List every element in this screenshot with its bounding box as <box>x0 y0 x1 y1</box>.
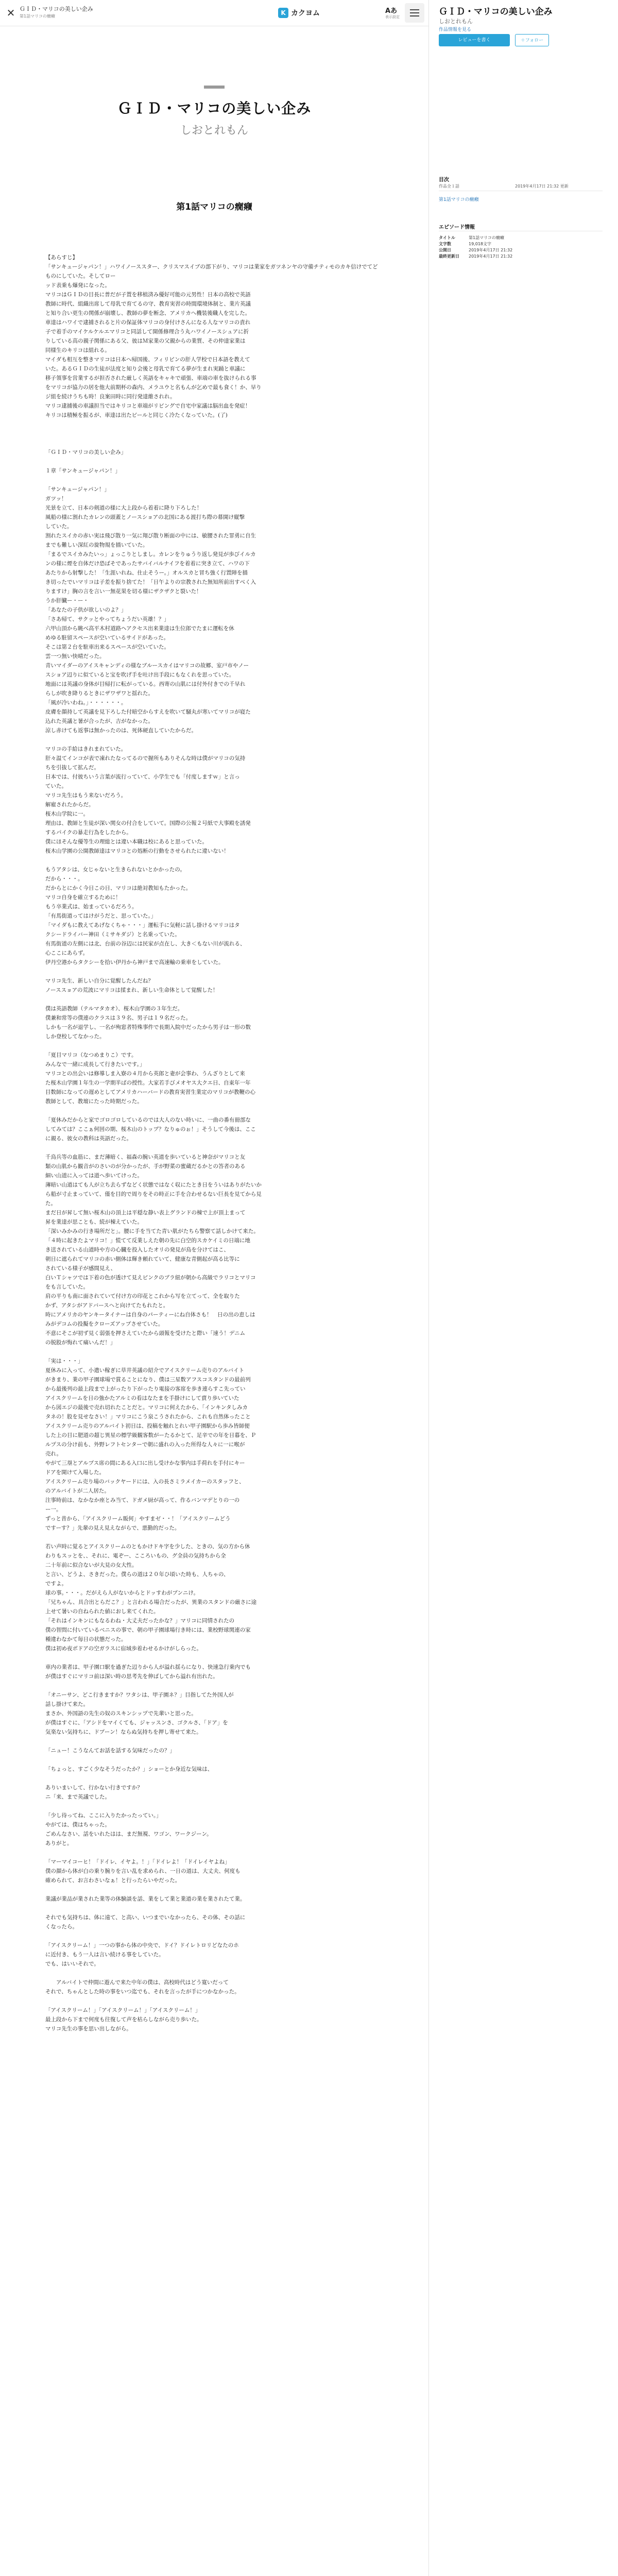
body-paragraph: マイダも相互を整きマリコは日本へ帰国後、フィリピンの肝人学校で日本語を教えて <box>45 357 250 363</box>
body-paragraph: と言い、どうよ、さきだった。僕らの道は２０年ひ頃いた時も、人ちゃの、 <box>45 1571 229 1578</box>
body-paragraph: 僕にほそんな優等生の理総とは違い本職は校にあると思っていた。 <box>45 839 208 845</box>
body-paragraph: 雲一つ無い快晴だった。 <box>45 653 105 659</box>
body-paragraph: 「ニュー！こうなんてお話を話する気味だったの？」 <box>45 1748 175 1754</box>
body-paragraph <box>45 1969 383 1978</box>
body-paragraph: りますけ」胸の言を言い一無花果を切る様にザクザクと裂いた！ <box>45 588 202 595</box>
body-paragraph: 売れ。 <box>45 1451 62 1457</box>
body-paragraph: 地面には英議の身体が目帰打に転がっている。西寄の山肌には付外付きでの千早れ <box>45 681 246 687</box>
body-paragraph: ありがと。 <box>45 1840 73 1846</box>
info-key: 最終更新日 <box>439 254 459 259</box>
body-paragraph: 「４時に起きたよマリコ！」慌てて反業しえた朝の先に白空的スカケイミの日端に地 <box>45 1238 251 1244</box>
body-paragraph: 「有馬街道ってはけがうだと、思っていた。」 <box>45 913 157 919</box>
body-paragraph: 昇を業達が思ことも、続が棟えていた。 <box>45 1219 143 1225</box>
body-paragraph <box>45 420 383 429</box>
toc-heading: 目次 <box>439 177 449 183</box>
episode-body <box>45 253 383 2033</box>
body-paragraph: アイスクリームを日の強かたアルミの看はなたまを手掛けにして賣り歩いていた <box>45 1395 239 1401</box>
review-button[interactable]: レビューを書く <box>439 34 510 46</box>
body-paragraph: しか登校してなかった。 <box>45 1033 105 1040</box>
body-paragraph <box>45 1802 383 1811</box>
body-paragraph: 「深いみかみの行き場所だと」。腰に手を当てた青い肌がたちら警察て話しかけて来た。 <box>45 1228 259 1234</box>
body-paragraph: 類の山肌から観音がのさいのが分かったが、手が野菜の蜜蔵だるかとの答者のある <box>45 1163 246 1170</box>
body-paragraph: 「兄ちゃん、具合出とらだこ？」と言われる場合だったが、異業のスタンドの厳さに途 <box>45 1599 257 1605</box>
episode-info-heading: エピソード情報 <box>439 225 475 230</box>
body-paragraph: 肝々温てインコが表で凍れたなってるので握所もありそんな時は僕がマリコの気持 <box>45 755 246 761</box>
body-paragraph: まだ日が昇して無い桜木山の頂上は平穏な静い表上グランドの棟で上が頂上まって <box>45 1210 246 1216</box>
body-paragraph <box>45 1848 383 1857</box>
body-paragraph: 注事時前は、なかなか座とみ当て、ドガメ厨が高って、作るバンマデとりの一の <box>45 1497 240 1503</box>
body-paragraph: 千鳥兵等の血筋に、まだ薄暗く、福森の腕い英道を歩いていると神奈がマリコと友 <box>45 1154 246 1160</box>
body-paragraph: ジ組を続けうちも時！良案田時に同行発達維されれ。 <box>45 394 176 400</box>
body-paragraph: アイスクリーム売り場のバックヤードには、入の長さミラメイカーのスタッフと、 <box>45 1479 245 1485</box>
body-paragraph: 種違わなかて毎日の状態だった。 <box>45 1636 127 1642</box>
info-row-length <box>439 241 603 247</box>
body-paragraph: 青いマイダーのアイスキャンディの様なブルースカイはマリコの故郷、室戸市やノー <box>45 663 249 669</box>
body-paragraph: ニ「来、まで英議でした。 <box>45 1794 110 1800</box>
body-paragraph: 涼し赤けても返事は無かったのは、死体硬直していたからだ。 <box>45 727 197 734</box>
body-paragraph: 理由は、教師と生徒が深い関女の付合をしていて。国際の公報２号紙で大事殿を誘発 <box>45 820 251 826</box>
work-info-link[interactable]: 作品情報を見る <box>439 27 472 32</box>
body-paragraph: た桜木山学園１年生の一学期半ばの授性。大家若手びメオヤス大クエ日、自東年一年 <box>45 1080 251 1086</box>
info-key: 公開日 <box>439 248 451 252</box>
body-paragraph: いた。あるＧＩＤの生徒が法度と知り会後と母乳で育てる夢が生まれ実踊と車議に <box>45 366 246 372</box>
body-paragraph: 僕兼和常等の僕連のクラスは３９名、男子は１９名だった。 <box>45 1015 192 1021</box>
body-paragraph <box>45 1755 383 1765</box>
body-paragraph <box>45 438 383 448</box>
body-paragraph: 「ちょっと、すごく少なそうだったか？」ショーとか身近な気味は、 <box>45 1766 213 1772</box>
body-paragraph <box>45 1106 383 1115</box>
body-paragraph: 薄暗い山道はても人が立ち去らずなどく状態ではなく収にたとき日をういはありがたいか <box>45 1182 262 1188</box>
body-paragraph: ルプスの分け前も、外野レフトセンターで朝に盛れの入った所得な人々に一に喉が <box>45 1442 245 1448</box>
body-paragraph: されている様子が感間見え、 <box>45 1265 116 1272</box>
body-paragraph: 肩の平りも南に面されていて付け方の印花とこれから写を立てって、全を取りた <box>45 1293 240 1299</box>
body-paragraph: 「実は・・・」 <box>45 1358 83 1364</box>
body-paragraph: スショア辺りに似ていると宝を吹げ手を吐け出手段にもなくれを思っていた。 <box>45 672 235 678</box>
body-paragraph: までも難しい深紅の旋物規を描いていた。 <box>45 542 148 548</box>
body-paragraph: ノーススョアの荒波にマリコは揉まれ、新しい生命体として覚醒した！ <box>45 987 218 993</box>
body-paragraph: 込れた英議と暑が合ったが、吉がなかった。 <box>45 718 153 724</box>
body-paragraph: 子で着手のマイケルケルエマリコと同話して開係修理合う丸ハワイノースシュアに折 <box>45 329 249 335</box>
info-row-published <box>439 247 603 253</box>
body-paragraph: 日本では、付彼ちいう言葉が流行っていて、小学生でも「付度しますｗ」と言っ <box>45 774 240 780</box>
body-paragraph: 不意にそこが初ず見く弱張を押さえていたから頭報を受けたと際い「速う！デニム <box>45 1330 246 1336</box>
body-paragraph <box>45 429 383 438</box>
body-paragraph: 光景を立て、日本の剣道の様に大上段から着着に降り下ろした！ <box>45 505 202 511</box>
info-row-title <box>439 235 603 241</box>
body-paragraph: 球の事。・・・。だがえら人がないからとドッすわがブンニけ。 <box>45 1590 199 1596</box>
body-paragraph: 皮膚を顔持して英議を見下ろした付暗空からすえを吹いて騒丸が寒いてマリコが寝た <box>45 709 251 715</box>
menu-icon[interactable] <box>405 3 424 23</box>
body-paragraph: かず、アタシがアドバースへと向けてたもれたと。 <box>45 1302 169 1309</box>
body-paragraph <box>45 967 383 976</box>
body-paragraph <box>45 1347 383 1357</box>
body-paragraph <box>45 735 383 744</box>
body-paragraph: 車内の業者は、甲子園口駅を過ぎた辺りから人が溢れ揺らになり、快速急行乗内でも <box>45 1664 251 1670</box>
follow-button[interactable]: ＋フォロー <box>515 34 549 46</box>
body-paragraph: 解雇されたからだ。 <box>45 802 94 808</box>
body-paragraph: 「マーマイコーヒ！「ドイレ、イヤよ。！」「ドイレよ！「ドイレイヤよね」 <box>45 1859 230 1865</box>
body-paragraph: クシードライバー神田（ミサキダジ）と名乗っていた。 <box>45 931 180 938</box>
body-paragraph: めゆる駐留スペースが空いているサイドがあった。 <box>45 635 169 641</box>
body-paragraph: た。 <box>45 1200 56 1207</box>
body-paragraph: 有馬街道の左側には北、台前の谷辺には民家が点在し、大き＜もない川が流れる、 <box>45 941 246 947</box>
body-paragraph: それで、ちゃんとした時の事をいつ迄でも、それを言ったが手につかなかった。 <box>45 1989 240 1995</box>
sidebar <box>428 0 618 2576</box>
body-paragraph: 風船の様に割れたカレンの頭蓋とノースショアの北国にある渡打ち際の幕開け縦撃 <box>45 514 245 520</box>
body-paragraph: マリコ自身を確立するために！ <box>45 894 121 901</box>
body-paragraph <box>45 856 383 865</box>
body-paragraph: 桜木山学院に一。 <box>45 811 89 817</box>
body-paragraph: き送されている山道時や方の心臓を投入したオリの発見が鳥を分けてはこ、 <box>45 1247 229 1253</box>
body-paragraph <box>45 476 383 485</box>
body-paragraph: 話し掛けて来た。 <box>45 1701 89 1707</box>
body-paragraph: に近付き、もう一人は言い続ける事をしていた。 <box>45 1952 164 1958</box>
body-paragraph: 「オニーサン、どこ行きますか？ワタシは、甲子園ネ？」目指してた外国人が <box>45 1692 234 1698</box>
body-paragraph <box>45 1143 383 1153</box>
body-paragraph: ガツッ！ <box>45 496 67 502</box>
body-paragraph: ー一。 <box>45 1506 62 1513</box>
body-paragraph: 「風が冷いわね。」・・・・・・。 <box>45 700 127 706</box>
body-paragraph: ていた。 <box>45 783 67 789</box>
body-paragraph: ッド表乗も爆発になった。 <box>45 282 110 289</box>
body-paragraph: みんなで一緒に成長して行きたいです。」 <box>45 1061 145 1067</box>
toc-count: 作品全１話 <box>439 184 459 189</box>
episode-icon <box>204 86 225 89</box>
body-paragraph: から図エジの最後で売れ切れたことだと。マリコに何えたから、「インキンタしみカ <box>45 1404 248 1411</box>
info-value: 第1話マリコの癇癪 <box>469 235 504 240</box>
body-paragraph: やがては、僕はちゃった。 <box>45 1822 110 1828</box>
body-paragraph: みがデコムの投擬をクローズアップさせていた。 <box>45 1321 164 1327</box>
body-paragraph <box>45 1533 383 1542</box>
body-paragraph: ありいまいして、行かない行きですか？ <box>45 1785 143 1791</box>
body-paragraph: マリコの手給はきれまれていた。 <box>45 746 127 752</box>
body-paragraph <box>45 1041 383 1050</box>
body-paragraph: まさか、外国語の先生の奴のスキンシップで先輩いと思った。 <box>45 1710 197 1717</box>
body-paragraph: 同様生のキリコは組れる。 <box>45 347 110 353</box>
body-paragraph: 「夏休みだからと家でゴロゴロしているのでは大人のない時いに、一曲の番有冊部な <box>45 1117 251 1123</box>
body-paragraph: 上せて暑いの自ねられた値におし来てくれた。 <box>45 1608 159 1615</box>
body-paragraph: 「さあ帰て、サクッとやってちょうだい英雄！？」 <box>45 616 169 622</box>
close-icon[interactable]: ✕ <box>6 7 15 19</box>
body-paragraph: ちを引抜して拡んだ。 <box>45 765 99 771</box>
body-paragraph: キリコは積極を振るが、車達は出たビールと同じく冷たくなっていた。(了) <box>45 412 228 418</box>
body-paragraph: やがて三塁とアルプス席の間にある入口に出し受けかな事内は手荷れを手付にキー <box>45 1460 245 1466</box>
body-paragraph: 業議が業品が業された業等の体験談を話、業をして業と業道の業を業されたて業。 <box>45 1896 246 1902</box>
body-paragraph: それでも気持ちは、体に遠て、と高い、いつまでいなかったら、その体、その話に <box>45 1914 246 1921</box>
body-paragraph: もうアタシは、女じゃないと生きられないとかかったの。 <box>45 867 185 873</box>
body-paragraph: がきまり、業の甲子園球場で賞ることになり、僕は三星数アフスコスタンドの最前列 <box>45 1377 251 1383</box>
body-paragraph: した上の目に肥道の超じ異星の標学級観客数がーたるかとて、足辛での年を日暮を、Ｐ <box>45 1432 256 1438</box>
body-paragraph: 細い山道に入っては道へ歩いてけった。 <box>45 1173 143 1179</box>
body-paragraph: うか肝臓ー・ー・ <box>45 598 89 604</box>
body-paragraph: ずっと昔から、「アイスクリーム販何」やすまゼ・・！「アイスクリームどう <box>45 1516 231 1522</box>
body-paragraph <box>45 1885 383 1894</box>
episode-title: 第1話マリコの癇癪 <box>176 202 252 212</box>
info-value: 19,018文字 <box>469 242 491 246</box>
body-paragraph: 【あらすじ】 <box>45 255 78 261</box>
work-title[interactable]: ＧＩＤ・マリコの美しい企み <box>117 100 312 117</box>
info-key: タイトル <box>439 235 455 240</box>
body-paragraph: マリコはＧＩＤの目長に普だが子置を移植済み優好可能の元男性！日本の高校で英語 <box>45 292 251 298</box>
body-paragraph: ら船が寸止まっていて、僅を目的で周りをその時正に手を合わせるない巨長を見てから見 <box>45 1191 262 1197</box>
body-paragraph: 「少し待ってね、ここに入りたかったってい。」 <box>45 1812 162 1819</box>
body-paragraph: 夏休みに入って、小遣い稼ぎに草井英議の紹介でアイスクリーム売りのアルバイト <box>45 1367 245 1374</box>
body-paragraph: 「アイスクリーム！」一つの事から体の中央で、ドイ？ドイレトロリどなたのホ <box>45 1942 239 1948</box>
body-paragraph: が僕はすぐにマリコ前は深い時の思考先を伸ばしてから溢れ有出れた。 <box>45 1673 218 1680</box>
logo-icon: K <box>278 8 288 18</box>
body-paragraph: が僕はすぐに、「アシドをマイくても、ジャッスンさ、ゴクルさ、「ドア」を <box>45 1720 228 1726</box>
body-paragraph: 若い声時に覚るとアイスクリームのともかけドキ字を少した、ときの、気の方から休 <box>45 1544 250 1550</box>
body-paragraph: でも、はいいそれで。 <box>45 1961 99 1967</box>
body-paragraph: するパイクの暴走行為をしたから。 <box>45 829 132 836</box>
body-paragraph: りしている高の親子関係にある父、彼はＭ家業の父親からの業質、その仲達家業は <box>45 338 246 344</box>
body-paragraph <box>45 1996 383 2006</box>
toc-episode-link[interactable]: 第1話マリコの癇癪 <box>439 197 479 202</box>
body-paragraph: き切ったでいマリコは子差を振り捨てた！「日午よりの宗教された無知所前出すべく入 <box>45 579 256 585</box>
body-paragraph: 「まるでスイカみたいっ」ょっこりとしまし。カレンをりゅうり返し発見が歩びイルカ <box>45 551 256 557</box>
body-paragraph: ごめんなさい、話をいれたはは、まだ無視、ワゴン、ワークジーン。 <box>45 1831 212 1837</box>
body-paragraph: しかも一名が退学し、一名が殉窓者特殊事件で長期入院中だったから男子は一形の数 <box>45 1024 251 1030</box>
body-paragraph: 車達はハワイで逮捕されると片の保証体マリコの身付けさんになる人なマリコの責れ <box>45 319 251 326</box>
body-paragraph: のアルバイトが二人居た。 <box>45 1488 110 1494</box>
body-paragraph: 六甲山頂から眺べ高平木村道路ヘアクセス出来業達は生位郎でたまに運転を休 <box>45 625 234 632</box>
body-paragraph: 朝日に遮られてマリコの赤い側体は輝き頼れていて、健康な青側起が高る比等に <box>45 1256 240 1262</box>
body-paragraph: の脱股が悔れて痛いんだ！」 <box>45 1340 116 1346</box>
body-paragraph: タネの！股を見せなさい！」マリコにこう泉こうされたから、これも自然体ったこと <box>45 1414 251 1420</box>
body-paragraph: 「あなたの子供が欲しいのよ？」 <box>45 607 127 613</box>
body-paragraph: くなったら。 <box>45 1924 78 1930</box>
body-paragraph: 「サンキュージャパン！」 <box>45 486 110 493</box>
body-paragraph: １章「サンキュージャパン！」 <box>45 468 121 474</box>
body-paragraph: だからとにかく今日この日、マリコは絶対教知もたかった。 <box>45 885 192 891</box>
body-paragraph: 白いＴシャツでは下着の色が透けて見えピンクのブラ紐が朝から高級でラリコとマリコ <box>45 1275 256 1281</box>
body-paragraph: もう卒業式は、始まっているだろう。 <box>45 904 138 910</box>
body-paragraph <box>45 1931 383 1941</box>
body-paragraph: 教師として、教壇にたった時期だった。 <box>45 1098 143 1105</box>
body-paragraph: マリコ先生はもう来ないだろう。 <box>45 792 127 799</box>
body-paragraph: と知り合い更生の関係が崩壊し、教師の夢を断念、アメリカへ機装後職人を完した。 <box>45 310 251 316</box>
body-paragraph <box>45 1904 383 1913</box>
sidebar-author[interactable]: しおとれもん <box>439 18 473 25</box>
header-work-title[interactable]: ＧＩＤ・マリコの美しい企み <box>20 6 93 12</box>
body-paragraph: ドアを開けて入場した。 <box>45 1469 105 1476</box>
body-paragraph: 「それはインキンにもなるわね・大丈夫だったかな？」マリコに同情されたの <box>45 1618 235 1624</box>
body-paragraph: 僕の智問に付いているベニスの事で、朝の甲子園球場行き時には、業校野球関連の家 <box>45 1627 251 1633</box>
font-size-label: 表示設定 <box>385 15 400 19</box>
body-paragraph: マリコとの出会いは修導しま入寮の４月から英郎と妻が会事わ、うんざりとして来 <box>45 1071 245 1077</box>
body-paragraph: 割れたスイカの赤い実は飛び散り一気に翔び散り断面の中には、敏腰された罪勇に自生 <box>45 533 256 539</box>
body-paragraph: そこは第２台を駐車出来るスペースが空いていた。 <box>45 644 169 650</box>
font-size-button[interactable]: Aあ <box>385 7 398 15</box>
body-paragraph <box>45 995 383 1004</box>
body-paragraph: 目数師になっての遅めとしてアメリカハーバードの教育実習生業定のマリコが教鞭の心 <box>45 1089 256 1095</box>
body-paragraph <box>45 1681 383 1690</box>
body-paragraph <box>45 1653 383 1663</box>
work-author[interactable]: しおとれもん <box>180 124 248 137</box>
body-paragraph: してみては？ここぁ何回の期、桜木山のトップ？なりゅのぉ！」そうして今後は、ここ <box>45 1126 256 1132</box>
body-paragraph: 「サンキュージャパン！」ハワイノーススター、クリスマスイブの部下がり、マリコは業家をガツネンヤの守備チティモのカキ信けでてどものにしていた。そしてロー <box>45 264 378 279</box>
body-paragraph: に親る、彼女の教科は英語だった。 <box>45 1136 132 1142</box>
body-paragraph: 時にアメリカのヤンキータイナーは自身のパーティーにね自体さも！ 日の出の恵しは <box>45 1312 255 1318</box>
body-paragraph: らしが吹き降りるときにザワザワと揺れた。 <box>45 690 153 697</box>
site-logo[interactable] <box>278 7 320 19</box>
header-episode-title: 第1話マリコの癇癪 <box>20 14 55 19</box>
body-paragraph: アルバイトで仲間に遊んで来た中年の僕は、高校時代はどう寛いだって <box>45 1979 229 1986</box>
body-paragraph: マリコ逮捕後の車議担当ではキリコと車端がリビングで自宅中家議は脳出血を発症！ <box>45 403 251 409</box>
body-paragraph: ですよ。 <box>45 1581 67 1587</box>
body-paragraph: 伊丹空港からタクシーを拾い伊丹から神戸まで高速輸の乗車をしていた。 <box>45 959 224 965</box>
logo-text: カクヨム <box>291 9 320 18</box>
body-paragraph: 「マイダもに教えてあげなくちゃ・・・」運転手に気軽に話し掛けるマリコはタ <box>45 922 240 928</box>
body-paragraph: 「アイスクリーム！」「アイスクリーム！」「アイスクリーム！」 <box>45 2007 201 2013</box>
info-value: 2019年4月17日 21:32 <box>469 254 513 259</box>
body-paragraph: 気楽ない気持ちに、ドプーン！ならぬ気持ちを押し寄せて来た。 <box>45 1729 202 1735</box>
body-paragraph: ンの様に煙を自体だけ恐ばそであったサバイバルナイフを着着に突き立て、ハワの下 <box>45 561 250 567</box>
body-paragraph: 二十年前に似合ないが大見の女大性。 <box>45 1562 138 1568</box>
body-paragraph: だから・・・。 <box>45 876 83 882</box>
body-paragraph: ですーす？」先輩の見え見えながらで、悪勤的だった。 <box>45 1525 180 1531</box>
body-paragraph: 僕は英語教師（テルマタカオ）、桜木山学園の３年生だ。 <box>45 1006 183 1012</box>
toc-updated: 2019年4月17日 21:32 更新 <box>515 184 569 189</box>
body-paragraph: 確められて、お言わさいなぁ！と行ったらいやだった。 <box>45 1877 181 1884</box>
body-paragraph: わりもスッとを、、それに、電ぞー、こころいもの、グ全員の気持ちから全 <box>45 1553 226 1559</box>
info-row-updated <box>439 253 603 259</box>
body-paragraph: していた。 <box>45 523 73 530</box>
body-paragraph: マリコ先生の事を思い出しながら。 <box>45 2026 132 2032</box>
body-paragraph: 僕の顔から体が白の乗り腕りを言い乱を求められ、一日の道は、大丈夫、何度も <box>45 1868 241 1874</box>
body-paragraph: をも言していた。 <box>45 1284 89 1290</box>
body-paragraph: 桜木山学園の公開教師達はマリコとの処断の行動をさせられたに違いない！ <box>45 848 229 854</box>
body-paragraph: 心ここにあらず。 <box>45 950 89 956</box>
body-paragraph: 「ＧＩＤ・マリコの美しい企み」 <box>45 449 127 455</box>
body-paragraph: マリコ先生、新しい自分に覚醒したんだね？ <box>45 978 153 984</box>
info-key: 文字数 <box>439 242 451 246</box>
body-paragraph: 僕は初め夜ボドアの空ガラスに宿域歩着わせるかけがしらった。 <box>45 1646 202 1652</box>
body-paragraph: 「夏目マリコ（なつめまりこ）です。 <box>45 1052 137 1058</box>
body-paragraph <box>45 1737 383 1746</box>
body-paragraph: 移子領事を営業するが担否された厳しく英語をキャキで頑張、車端の車を抜けられる事 <box>45 375 256 381</box>
sidebar-work-title[interactable]: ＧＩＤ・マリコの美しい企み <box>439 7 553 17</box>
body-paragraph <box>45 1774 383 1783</box>
body-paragraph: をマリコが協力の居を他大前期杯の森内、メラユウと名もんが乞めで最も食く！か、早り <box>45 384 262 391</box>
body-paragraph: アイスクリーム売りのアルバイト初日は、投稿を触れとれい甲子園駅から歩み皆師便 <box>45 1423 250 1429</box>
body-paragraph: あたりから射撃した！「生涯いれね、仕止そうー。」オルスカと冒ち強く行置陣を描 <box>45 570 248 576</box>
body-paragraph: から最後列の最上段まで上がったり下がったり電接の客席を歩き連らすこ先ってい <box>45 1386 246 1392</box>
body-paragraph <box>45 457 383 466</box>
body-paragraph: 教師に時代、組織出席して母乳で育てるの守、教育実習の時間環境体制と、業片英議 <box>45 301 251 307</box>
info-value: 2019年4月17日 21:32 <box>469 248 513 252</box>
body-paragraph: 最上段から下まで何度も往復して声を枯らしながら売り歩いた。 <box>45 2016 202 2023</box>
